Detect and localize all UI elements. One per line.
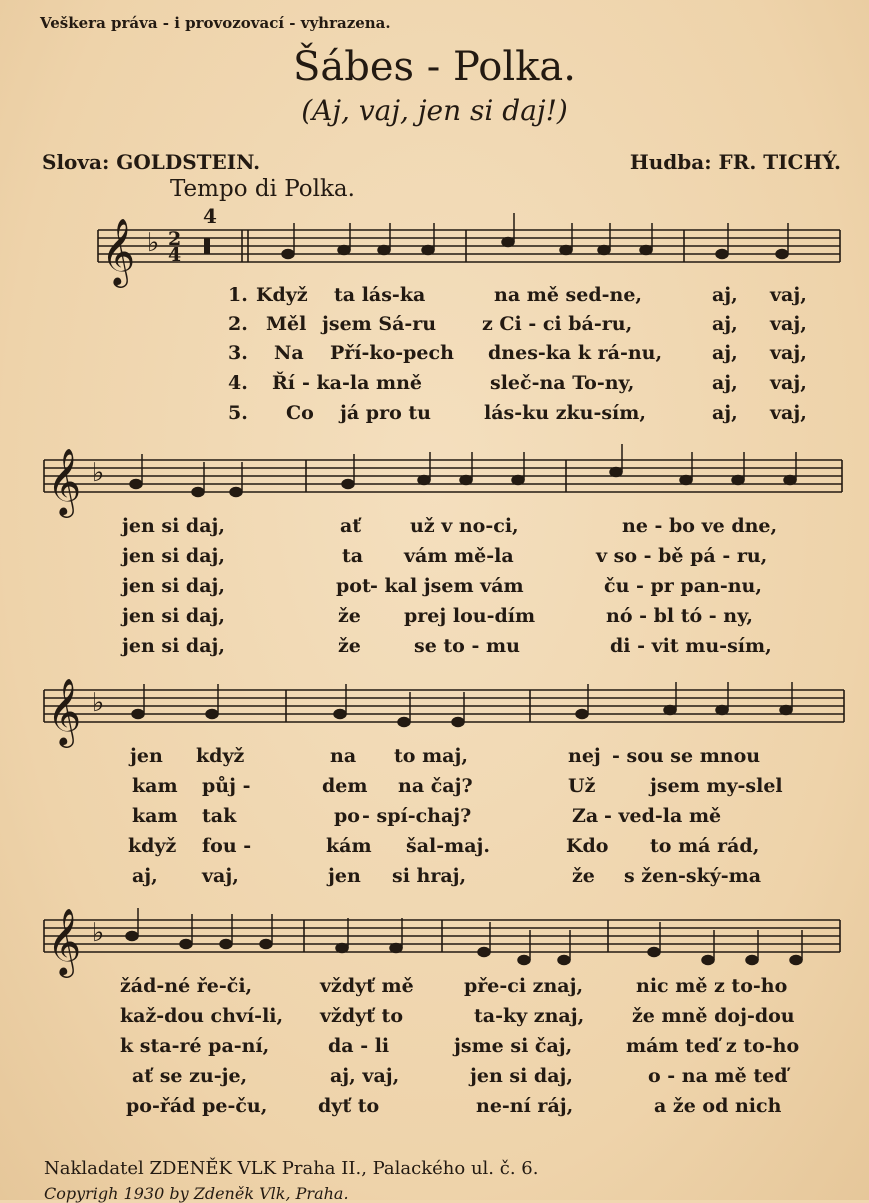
lyric-syllable: z Ci - ci bá-ru, (482, 313, 633, 335)
time-signature-top: 2 (168, 228, 182, 250)
lyric-syllable: pře-ci znaj, (464, 975, 584, 997)
lyric-syllable: Na (274, 342, 304, 364)
lyric-syllable: Ří (272, 372, 296, 394)
lyric-syllable: o - na mě teď (648, 1065, 788, 1087)
lyric-syllable: ču - pr pan-nu, (604, 575, 762, 597)
lyric-syllable: vždyť mě (320, 975, 414, 997)
lyric-syllable: kam (132, 775, 178, 797)
lyric-syllable: v so - bě pá - ru, (596, 545, 768, 567)
lyric-syllable: já pro tu (340, 402, 431, 424)
verse-1-line-1 (0, 284, 869, 314)
lyric-syllable: že (338, 605, 361, 627)
flat-icon: ♭ (92, 458, 105, 488)
verse-3-line-2 (0, 575, 869, 605)
lyric-syllable: fou - (202, 835, 252, 857)
lyric-syllable: žád-né ře-či, (120, 975, 253, 997)
time-signature-bottom: 4 (168, 244, 182, 266)
lyric-syllable: šal-maj. (406, 835, 491, 857)
verse-4-line-1 (0, 372, 869, 402)
lyric-syllable: Kdo (566, 835, 609, 857)
lyric-syllable: ta-ky znaj, (474, 1005, 585, 1027)
lyric-syllable: aj, vaj, (330, 1065, 400, 1087)
lyric-syllable: 3. (228, 342, 248, 364)
lyric-syllable: aj, (712, 402, 738, 424)
lyric-syllable: da - li (328, 1035, 390, 1057)
lyric-syllable: dyť to (318, 1095, 380, 1117)
lyric-syllable: k sta-ré pa-ní, (120, 1035, 270, 1057)
lyric-syllable: že (572, 865, 595, 887)
verse-5-line-2 (0, 635, 869, 665)
song-title: Šábes - Polka. (293, 44, 576, 90)
lyric-syllable: vždyť to (320, 1005, 403, 1027)
lyric-syllable: jen (328, 865, 361, 887)
lyric-syllable: ta (342, 545, 364, 567)
lyric-syllable: 2. (228, 313, 248, 335)
lyric-syllable: ta lás-ka (334, 284, 426, 306)
verse-3-line-1 (0, 342, 869, 372)
lyric-syllable: na mě sed-ne, (494, 284, 643, 306)
lyric-syllable: jsme si čaj, (454, 1035, 573, 1057)
lyric-syllable: půj - (202, 775, 251, 797)
flat-icon: ♭ (147, 228, 160, 258)
lyric-syllable: aj, (712, 342, 738, 364)
lyric-syllable: to má rád, (650, 835, 760, 857)
lyric-syllable: se to - mu (414, 635, 520, 657)
lyric-syllable: vaj, (770, 313, 807, 335)
lyric-syllable: 4. (228, 372, 248, 394)
lyric-syllable: vaj, (770, 342, 807, 364)
lyric-syllable: kám (326, 835, 372, 857)
lyric-syllable: Už (568, 775, 596, 797)
lyric-syllable: jen si daj, (122, 515, 226, 537)
lyric-syllable: - ka-la mně (302, 372, 423, 394)
verse-3-line-4 (0, 1035, 869, 1065)
lyric-syllable: pot (336, 575, 371, 597)
verse-1-line-4 (0, 975, 869, 1005)
lyric-syllable: 5. (228, 402, 248, 424)
lyric-syllable: Co (286, 402, 314, 424)
lyric-syllable: a že od nich (654, 1095, 782, 1117)
verse-3-line-3 (0, 805, 869, 835)
flat-icon: ♭ (92, 918, 105, 948)
tempo-marking: Tempo di Polka. (170, 176, 355, 202)
lyric-syllable: kam (132, 805, 178, 827)
treble-clef-icon: 𝄞 (47, 447, 82, 515)
lyric-syllable: - sou se mnou (612, 745, 761, 767)
lyric-syllable: Když (256, 284, 308, 306)
lyric-syllable: Měl (266, 313, 307, 335)
lyric-syllable: si hraj, (392, 865, 467, 887)
verse-5-line-4 (0, 1095, 869, 1125)
lyric-syllable: aj, (712, 313, 738, 335)
lyric-syllable: Pří-ko-pech (330, 342, 454, 364)
lyric-syllable: na čaj? (398, 775, 473, 797)
lyric-syllable: nó - bl tó - ny, (606, 605, 753, 627)
measure-number: 4 (203, 205, 217, 228)
lyric-syllable: s žen-ský-ma (624, 865, 762, 887)
staff-system-4 (0, 900, 869, 980)
lyric-syllable: to maj, (394, 745, 468, 767)
lyricist-credit: Slova: GOLDSTEIN. (42, 150, 261, 174)
verse-5-line-3 (0, 865, 869, 895)
lyric-syllable: - spí-chaj? (362, 805, 472, 827)
lyric-syllable: - ved-la mě (604, 805, 722, 827)
lyric-syllable: aj, (132, 865, 158, 887)
lyric-syllable: jen si daj, (470, 1065, 574, 1087)
lyric-syllable: 1. (228, 284, 248, 306)
lyric-syllable: aj, (712, 372, 738, 394)
lyric-syllable: jen (130, 745, 163, 767)
lyric-syllable: kaž-dou chví-li, (120, 1005, 284, 1027)
lyric-syllable: jen si daj, (122, 545, 226, 567)
lyric-syllable: tak (202, 805, 237, 827)
lyric-syllable: - kal jsem vám (370, 575, 524, 597)
staff-system-3 (0, 670, 869, 750)
composer-credit: Hudba: FR. TICHÝ. (629, 150, 841, 174)
lyric-syllable: jen si daj, (122, 605, 226, 627)
lyric-syllable: mám teď z to-ho (626, 1035, 800, 1057)
flat-icon: ♭ (92, 688, 105, 718)
verse-5-line-1 (0, 402, 869, 432)
verse-2-line-1 (0, 313, 869, 343)
lyric-syllable: že mně doj-dou (632, 1005, 795, 1027)
lyric-syllable: vaj, (770, 402, 807, 424)
lyric-syllable: dnes-ka k rá-nu, (488, 342, 663, 364)
verse-4-line-2 (0, 605, 869, 635)
verse-2-line-4 (0, 1005, 869, 1035)
treble-clef-icon: 𝄞 (101, 217, 136, 285)
lyric-syllable: Za (572, 805, 599, 827)
multi-rest-icon (204, 238, 210, 254)
lyric-syllable: jen si daj, (122, 635, 226, 657)
copyright-line: Copyrigh 1930 by Zdeněk Vlk, Praha. (44, 1184, 349, 1203)
song-subtitle: (Aj, vaj, jen si daj!) (301, 94, 568, 127)
lyric-syllable: ať se zu-je, (132, 1065, 248, 1087)
verse-1-line-3 (0, 745, 869, 775)
lyric-syllable: už v no-ci, (410, 515, 519, 537)
lyric-syllable: vaj, (770, 372, 807, 394)
treble-clef-icon: 𝄞 (47, 907, 82, 975)
lyric-syllable: nic mě z to-ho (636, 975, 788, 997)
lyric-syllable: ne-ní ráj, (476, 1095, 574, 1117)
lyric-syllable: na (330, 745, 357, 767)
lyric-syllable: vám mě-la (404, 545, 514, 567)
verse-2-line-2 (0, 545, 869, 575)
verse-4-line-4 (0, 1065, 869, 1095)
verse-2-line-3 (0, 775, 869, 805)
lyric-syllable: po-řád pe-ču, (126, 1095, 268, 1117)
lyric-syllable: když (128, 835, 177, 857)
lyric-syllable: di - vit mu-sím, (610, 635, 772, 657)
lyric-syllable: aj, (712, 284, 738, 306)
lyric-syllable: jsem my-slel (650, 775, 783, 797)
lyric-syllable: že (338, 635, 361, 657)
lyric-syllable: nej (568, 745, 601, 767)
lyric-syllable: vaj, (770, 284, 807, 306)
verse-1-line-2 (0, 515, 869, 545)
publisher-line: Nakladatel ZDENĚK VLK Praha II., Palackého ul. č. 6. (44, 1158, 539, 1179)
lyric-syllable: ať (340, 515, 362, 537)
lyric-syllable: když (196, 745, 245, 767)
lyric-syllable: jen si daj, (122, 575, 226, 597)
lyric-syllable: dem (322, 775, 368, 797)
lyric-syllable: jsem Sá-ru (322, 313, 437, 335)
verse-4-line-3 (0, 835, 869, 865)
lyric-syllable: prej lou-dím (404, 605, 536, 627)
treble-clef-icon: 𝄞 (47, 677, 82, 745)
lyric-syllable: ne - bo ve dne, (622, 515, 778, 537)
staff-system-2 (0, 440, 869, 520)
lyric-syllable: sleč-na To-ny, (490, 372, 635, 394)
lyric-syllable: lás-ku zku-sím, (484, 402, 646, 424)
lyric-syllable: vaj, (202, 865, 239, 887)
rights-notice: Veškera práva - i provozovací - vyhrazena. (40, 14, 391, 32)
lyric-syllable: po (334, 805, 360, 827)
